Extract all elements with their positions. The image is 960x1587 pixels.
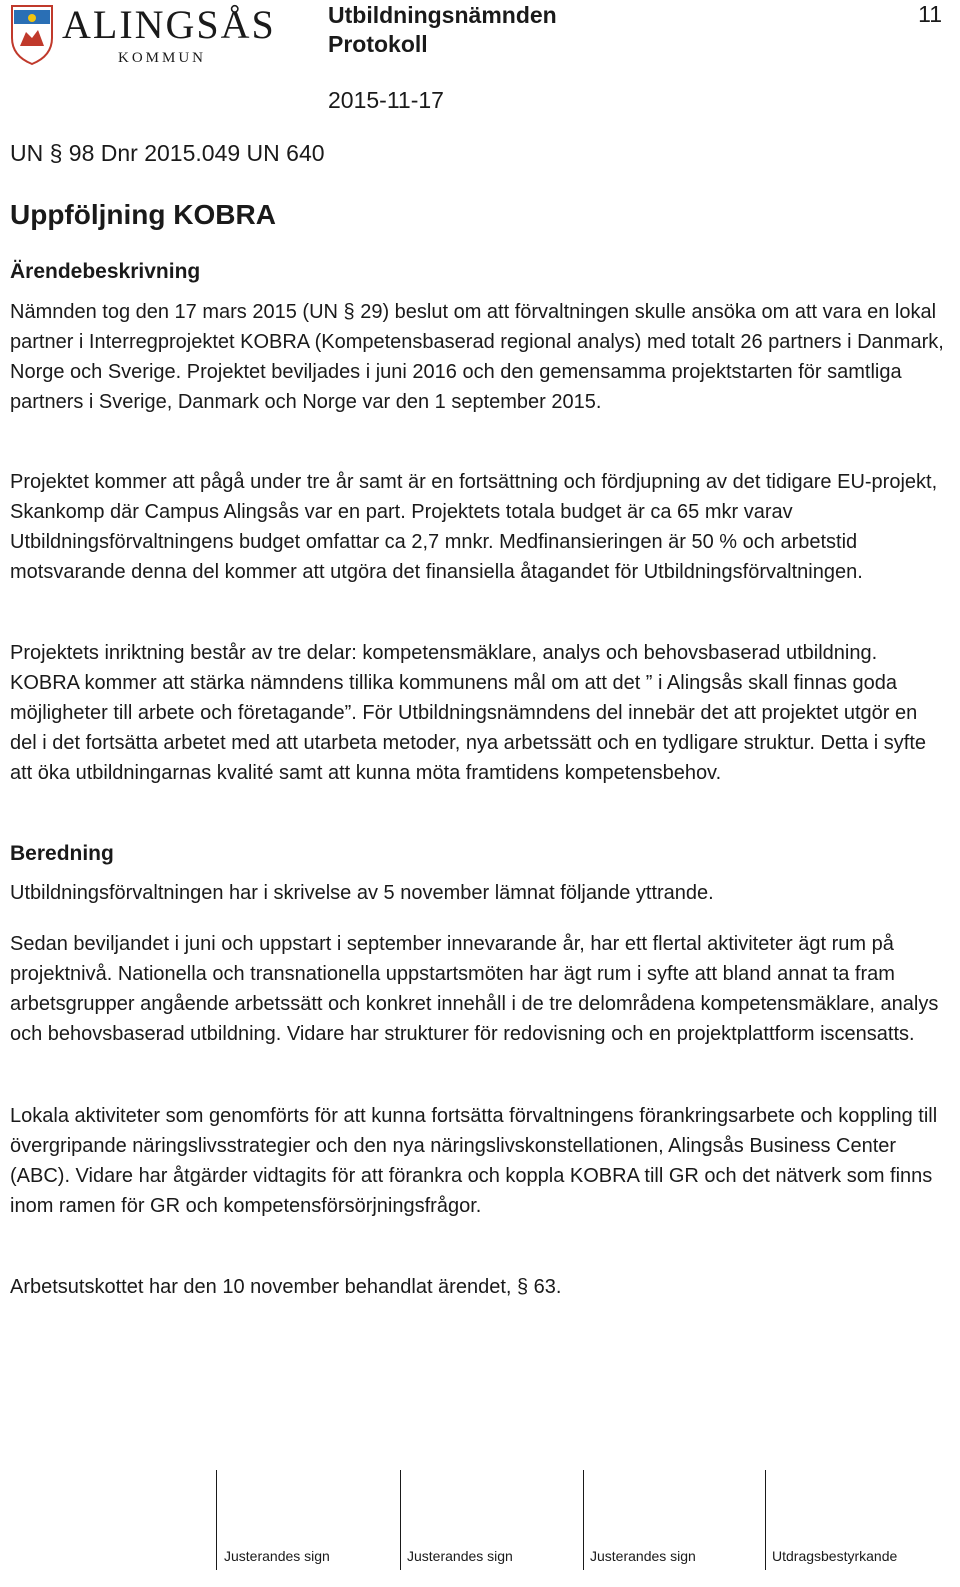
- signature-divider: [216, 1470, 217, 1570]
- signature-divider: [400, 1470, 401, 1570]
- signature-footer: [0, 1470, 960, 1587]
- logo-name-text: ALINGSÅS: [62, 2, 276, 47]
- signature-field-3: Justerandes sign: [590, 1548, 696, 1564]
- signature-field-2: Justerandes sign: [407, 1548, 513, 1564]
- signature-divider: [583, 1470, 584, 1570]
- paragraph: Arbetsutskottet har den 10 november behandlat ärendet, § 63.: [10, 1276, 562, 1298]
- signature-divider: [765, 1470, 766, 1570]
- paragraph: Projektets inriktning består av tre delar: kompetensmäklare, analys och behovsbaserad utbildning. KOBRA kommer att stärka nämndens tillika kommunens mål om att det ” i Alingsås skall finnas goda möjligheter till arbete och företagande”. För Utbildningsnämndens del innebär det att projektet utgör en del i det fortsätta arbetet med att utarbeta metoder, nya arbetssätt och en tydligare struktur. Detta i syfte att öka utbildningarnas kvalité samt att kunna möta framtidens kompetensbehov.: [10, 642, 927, 784]
- paragraph: Lokala aktiviteter som genomförts för att kunna fortsätta förvaltningens förankringsarbete och koppling till övergripande näringslivsstrategier och den nya näringslivskonstellationen, Alingsås Business Center (ABC). Vidare har åtgärder vidtagits för att förankra och koppla KOBRA till GR och det nätverk som finns inom ramen för GR och kompetensförsörjningsfrågor.: [10, 1105, 938, 1217]
- committee-name: Utbildningsnämnden: [328, 2, 557, 28]
- paragraph: Sedan beviljandet i juni och uppstart i september innevarande år, har ett flertal aktiviteter ägt rum på projektnivå. Nationella och transnationella uppstartsmöten har ägt rum i syfte att bland annat ta fram arbetsgrupper angående arbetssätt och konkret innehåll i de tre delområdena kompetensmäklare, analys och behovsbaserad utbildning. Vidare har strukturer för redovisning och en projektplattform iscensatts.: [10, 933, 939, 1045]
- signature-field-1: Justerandes sign: [224, 1548, 330, 1564]
- section-heading-preparation: Beredning: [10, 842, 114, 865]
- paragraph: Nämnden tog den 17 mars 2015 (UN § 29) beslut om att förvaltningen skulle ansöka om att vara en lokal partner i Interregprojektet KOBRA (Kompetensbaserad regional analys) med totalt 26 partners i Danmark, Norge och Sverige. Projektet beviljades i juni 2016 och den gemensamma projektstarten för samtliga partners i Sverige, Danmark och Norge var den 1 september 2015.: [10, 301, 944, 413]
- document-title: Uppföljning KOBRA: [10, 199, 276, 230]
- page-number: 11: [918, 1, 942, 27]
- meeting-date: 2015-11-17: [328, 87, 444, 113]
- document-type: Protokoll: [328, 31, 428, 57]
- certification-field: Utdragsbestyrkande: [772, 1548, 898, 1564]
- coat-of-arms-icon: [10, 2, 286, 68]
- paragraph: Projektet kommer att pågå under tre år samt är en fortsättning och fördjupning av det tidigare EU-projekt, Skankomp där Campus Alingsås var en part. Projektets totala budget är ca 65 mkr varav Utbildningsförvaltningens budget omfattar ca 2,7 mnkr. Medfinansieringen är 50 % och arbetstid motsvarande denna del kommer att utgöra det finansiella åtagandet för Utbildningsförvaltningen.: [10, 471, 938, 583]
- section-heading-description: Ärendebeskrivning: [10, 260, 201, 283]
- case-reference: UN § 98 Dnr 2015.049 UN 640: [10, 140, 325, 166]
- logo-sub-text: KOMMUN: [118, 50, 207, 66]
- paragraph: Utbildningsförvaltningen har i skrivelse av 5 november lämnat följande yttrande.: [10, 882, 714, 904]
- municipality-logo: [10, 2, 286, 68]
